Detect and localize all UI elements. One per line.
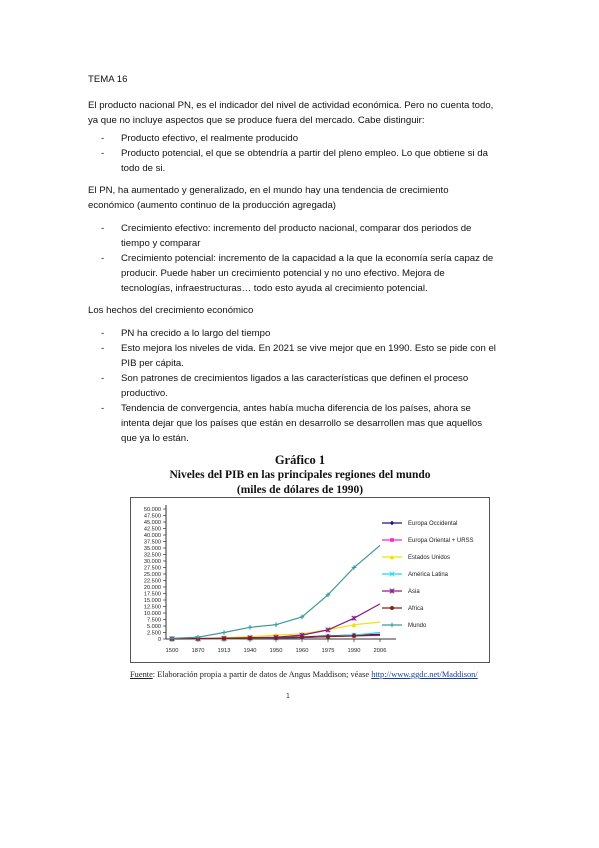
x-tick-label: 1960 [295, 648, 309, 654]
legend-marker [390, 538, 394, 542]
data-point [300, 635, 304, 639]
list-item-continuation: que ya lo están. [121, 433, 189, 444]
list-item-continuation: tecnologías, infraestructuras… todo esto ayuda al crecimiento potencial. [121, 283, 428, 294]
list-item: Tendencia de convergencia, antes había mucha diferencia de los países, ahora se [121, 403, 471, 414]
y-tick-label: 40.000 [143, 533, 161, 539]
data-point [352, 634, 356, 638]
y-tick-label: 17.500 [143, 591, 161, 598]
legend-label: Africa [408, 606, 424, 613]
list-item: Producto efectivo, el realmente producido [121, 133, 299, 144]
legend-label: Europa Oriental + URSS [408, 538, 474, 545]
source-text: : Elaboración propia a partir de datos de Angus Maddison; véase [152, 670, 372, 679]
y-tick-label: 30.000 [143, 559, 161, 565]
list-bullet: - [101, 328, 105, 339]
y-tick-label: 45.000 [143, 520, 161, 526]
list-item: Son patrones de crecimientos ligados a las características que definen el proceso [121, 373, 469, 384]
data-point [222, 637, 226, 641]
y-tick-label: 35.000 [143, 546, 161, 552]
data-point [274, 636, 278, 640]
source-link[interactable]: http://www.ggdc.net/Maddison/ [371, 670, 478, 679]
list-item-continuation: intenta dejar que los países que están en desarrollo se desarrollen mas que aquellos [121, 418, 483, 429]
figure-label: Gráfico 1 [274, 453, 326, 467]
x-tick-label: 1990 [347, 648, 361, 654]
x-tick-label: 1950 [269, 648, 283, 654]
list-bullet: - [101, 133, 105, 144]
y-tick-label: 7.500 [147, 617, 161, 624]
y-tick-label: 47.500 [143, 513, 161, 520]
paragraph-2-line-1: El PN, ha aumentado y generalizado, en el mundo hay una tendencia de crecimiento [88, 185, 449, 196]
x-tick-label: 1913 [217, 648, 231, 654]
list-item-continuation: productivo. [121, 388, 168, 399]
y-tick-label: 0 [157, 637, 161, 643]
list-bullet: - [101, 403, 105, 414]
intro-line-1: El producto nacional PN, es el indicador del nivel de actividad económica. Pero no cuenta todo, [88, 100, 494, 111]
y-tick-label: 2.500 [147, 630, 161, 637]
data-point [248, 636, 252, 640]
x-tick-label: 1940 [243, 648, 257, 654]
y-tick-label: 15.000 [143, 598, 161, 604]
y-tick-label: 27.500 [143, 565, 161, 572]
x-tick-label: 1975 [321, 648, 335, 654]
x-tick-label: 2006 [373, 648, 387, 654]
legend-marker [390, 606, 394, 610]
list-bullet: - [101, 373, 105, 384]
legend-label: Asia [408, 589, 420, 596]
figure-source [130, 670, 478, 679]
y-tick-label: 10.000 [143, 611, 161, 617]
y-tick-label: 25.000 [143, 572, 161, 578]
y-tick-label: 5.000 [147, 624, 161, 630]
gdp-line-chart [130, 497, 490, 663]
source-label: Fuente [130, 670, 153, 679]
list-item: Crecimiento potencial: incremento de la capacidad a la que la economía sería capaz de [121, 253, 494, 264]
section-title: Los hechos del crecimiento económico [88, 305, 254, 316]
list-item-continuation: PIB per cápita. [121, 358, 184, 369]
list-item-continuation: todo de si. [121, 163, 166, 174]
legend-label: Europa Occidental [408, 521, 458, 528]
heading: TEMA 16 [88, 74, 128, 85]
x-tick-label: 1500 [165, 648, 179, 654]
y-tick-label: 12.500 [143, 604, 161, 611]
y-tick-label: 42.500 [143, 526, 161, 533]
list-item: Crecimiento efectivo: incremento del producto nacional, comparar dos periodos de [121, 223, 472, 234]
list-bullet: - [101, 223, 105, 234]
list-item: PN ha crecido a lo largo del tiempo [121, 328, 271, 339]
legend-label: Estados Unidos [408, 555, 451, 562]
y-tick-label: 20.000 [143, 585, 161, 591]
data-point [326, 635, 330, 639]
y-tick-label: 50.000 [143, 507, 161, 513]
figure-title: Niveles del PIB en las principales regiones del mundo [169, 469, 431, 481]
intro-line-2: ya que no incluye aspectos que se produce fuera del mercado. Cabe distinguir: [88, 115, 425, 126]
list-bullet: - [101, 253, 105, 264]
y-tick-label: 32.500 [143, 552, 161, 559]
list-bullet: - [101, 343, 105, 354]
paragraph-2-line-2: económico (aumento continuo de la producción agregada) [88, 200, 336, 211]
legend-label: Mundo [408, 623, 427, 630]
figure-subtitle: (miles de dólares de 1990) [236, 484, 364, 496]
list-item: Producto potencial, el que se obtendría a partir del pleno empleo. Lo que obtiene si da [121, 148, 488, 159]
list-item: Esto mejora los niveles de vida. En 2021 se vive mejor que en 1990. Esto se pide con el [121, 343, 496, 354]
x-tick-label: 1870 [191, 648, 205, 654]
page-number: 1 [286, 693, 290, 700]
y-tick-label: 22.500 [143, 578, 161, 585]
list-bullet: - [101, 148, 105, 159]
legend-label: América Latina [408, 572, 449, 579]
y-tick-label: 37.500 [143, 539, 161, 546]
list-item-continuation: producir. Puede haber un crecimiento potencial y no uno efectivo. Mejora de [121, 268, 445, 279]
list-item-continuation: tiempo y comparar [121, 238, 201, 249]
